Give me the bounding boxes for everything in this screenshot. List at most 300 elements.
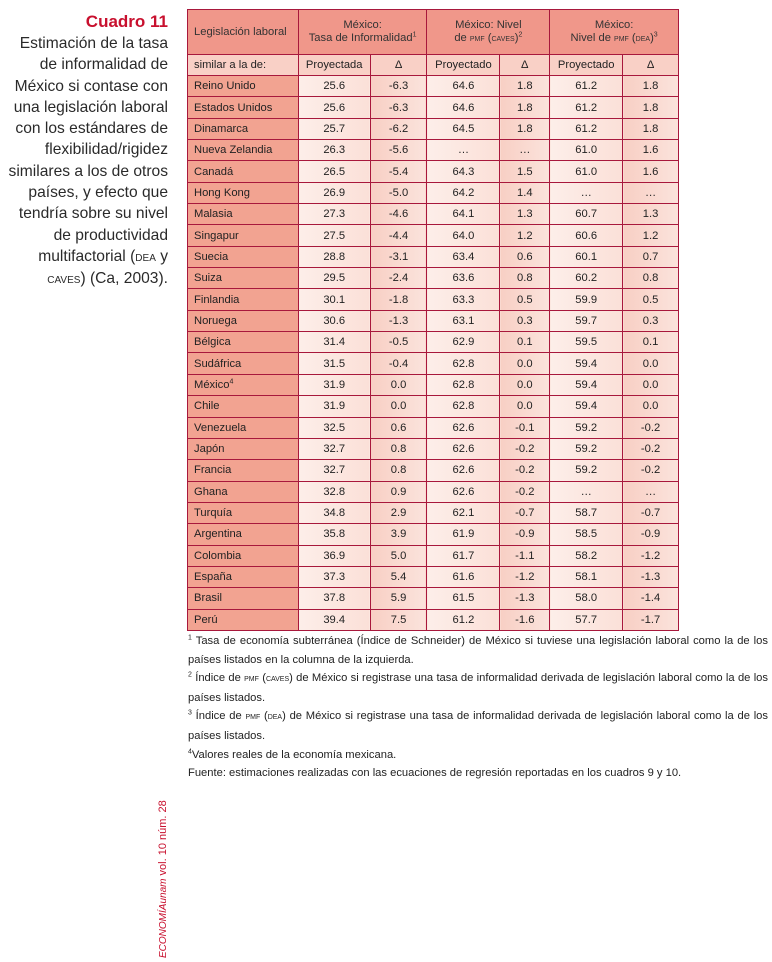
country-name: Noruega: [194, 314, 237, 327]
footnote-number: 3: [188, 709, 192, 717]
pmf-dea-projected-cell: 58.5: [550, 524, 623, 545]
pmf-dea-delta-cell: …: [623, 182, 679, 203]
pmf-caves-projected-cell: 64.6: [427, 97, 500, 118]
pmf-dea-projected-cell: 59.4: [550, 374, 623, 395]
pmf-dea-delta-cell: 1.2: [623, 225, 679, 246]
pmf-dea-projected-cell: 58.1: [550, 566, 623, 587]
subheader-country: similar a la de:: [188, 55, 299, 76]
pmf-caves-delta-cell: -1.3: [500, 588, 550, 609]
table-row: [188, 204, 679, 225]
header-group-informality: [298, 10, 427, 55]
informality-projected-cell: 32.7: [298, 460, 370, 481]
footnote-ref: 1: [412, 31, 417, 39]
country-cell: [188, 396, 299, 417]
informality-delta-cell: -2.4: [370, 268, 427, 289]
header-text: caves: [491, 33, 515, 44]
informality-delta-cell: -6.3: [370, 97, 427, 118]
informality-delta-cell: 0.6: [370, 417, 427, 438]
informality-projected-cell: 26.9: [298, 182, 370, 203]
table-row: [188, 225, 679, 246]
table-row: [188, 76, 679, 97]
country-name: España: [194, 571, 232, 584]
informality-delta-cell: 0.9: [370, 481, 427, 502]
table-body: [188, 76, 679, 631]
subheader-row: [188, 55, 679, 76]
informality-delta-cell: -0.5: [370, 332, 427, 353]
header-text: de: [454, 32, 470, 44]
country-name: México: [194, 378, 230, 391]
table-row: [188, 268, 679, 289]
country-cell: [188, 289, 299, 310]
country-cell: [188, 460, 299, 481]
subheader-delta: Δ: [500, 55, 550, 76]
footnote-number: 1: [188, 634, 192, 642]
informality-delta-cell: -4.6: [370, 204, 427, 225]
country-cell: [188, 374, 299, 395]
pmf-dea-projected-cell: 59.4: [550, 353, 623, 374]
country-cell: [188, 97, 299, 118]
table-row: [188, 502, 679, 523]
pmf-dea-projected-cell: 61.2: [550, 76, 623, 97]
table-row: [188, 289, 679, 310]
pmf-caves-projected-cell: 64.5: [427, 118, 500, 139]
pmf-caves-delta-cell: 1.4: [500, 182, 550, 203]
pmf-dea-projected-cell: 59.5: [550, 332, 623, 353]
header-text: ): [650, 32, 654, 44]
informality-projected-cell: 25.6: [298, 97, 370, 118]
header-text: (: [628, 32, 636, 44]
informality-delta-cell: -5.4: [370, 161, 427, 182]
pmf-caves-projected-cell: 62.8: [427, 374, 500, 395]
pmf-dea-projected-cell: 61.2: [550, 97, 623, 118]
informality-delta-cell: -6.3: [370, 76, 427, 97]
informality-projected-cell: 31.9: [298, 374, 370, 395]
country-cell: [188, 204, 299, 225]
pmf-caves-delta-cell: -0.2: [500, 481, 550, 502]
informality-projected-cell: 32.8: [298, 481, 370, 502]
footnote-ref: 4: [229, 378, 234, 386]
pmf-dea-delta-cell: 0.5: [623, 289, 679, 310]
header-country: Legislación laboral: [188, 10, 299, 55]
pmf-caves-delta-cell: 1.2: [500, 225, 550, 246]
table-row: [188, 460, 679, 481]
table-row: [188, 566, 679, 587]
informality-delta-cell: -0.4: [370, 353, 427, 374]
footnote-ref: 3: [653, 31, 658, 39]
pmf-dea-projected-cell: 60.2: [550, 268, 623, 289]
caption-main: Estimación de la tasa de informalidad de México si contase con una legislación laboral con los estándares de flexibilidad/rigidez similares a los de otros países, y efecto que tendría sobre su nivel de productividad multifactorial (: [8, 35, 168, 265]
header-text: México: Nivel: [455, 19, 522, 31]
table-row: [188, 396, 679, 417]
pmf-dea-projected-cell: 58.7: [550, 502, 623, 523]
pmf-dea-projected-cell: 60.1: [550, 246, 623, 267]
pmf-caves-projected-cell: 62.6: [427, 438, 500, 459]
informality-projected-cell: 27.3: [298, 204, 370, 225]
country-cell: [188, 182, 299, 203]
pmf-dea-projected-cell: 57.7: [550, 609, 623, 630]
informality-projected-cell: 31.5: [298, 353, 370, 374]
pmf-dea-delta-cell: -1.3: [623, 566, 679, 587]
footnote-text: Valores reales de la economía mexicana.: [191, 748, 397, 761]
table-row: [188, 310, 679, 331]
pmf-dea-projected-cell: 59.2: [550, 438, 623, 459]
pmf-caves-delta-cell: -0.1: [500, 417, 550, 438]
pmf-caves-delta-cell: …: [500, 140, 550, 161]
country-cell: [188, 609, 299, 630]
table-row: [188, 332, 679, 353]
country-cell: [188, 118, 299, 139]
pmf-dea-projected-cell: 58.2: [550, 545, 623, 566]
footnotes: [188, 632, 768, 783]
informality-delta-cell: 0.8: [370, 460, 427, 481]
country-cell: [188, 140, 299, 161]
informality-projected-cell: 26.5: [298, 161, 370, 182]
country-name: Francia: [194, 464, 232, 477]
pmf-caves-projected-cell: 62.9: [427, 332, 500, 353]
country-name: Perú: [194, 613, 218, 626]
pmf-caves-delta-cell: -1.1: [500, 545, 550, 566]
pmf-caves-projected-cell: 64.0: [427, 225, 500, 246]
table-row: [188, 545, 679, 566]
country-name: Sudáfrica: [194, 357, 242, 370]
pmf-caves-projected-cell: …: [427, 140, 500, 161]
pmf-dea-delta-cell: …: [623, 481, 679, 502]
pmf-caves-projected-cell: 61.2: [427, 609, 500, 630]
subheader-projected: Proyectada: [298, 55, 370, 76]
pmf-dea-delta-cell: 1.6: [623, 161, 679, 182]
pmf-caves-projected-cell: 62.6: [427, 460, 500, 481]
pmf-caves-delta-cell: -1.2: [500, 566, 550, 587]
country-cell: [188, 545, 299, 566]
data-table: [187, 9, 679, 631]
pmf-dea-delta-cell: 1.3: [623, 204, 679, 225]
informality-delta-cell: -1.3: [370, 310, 427, 331]
journal-issue: vol. 10 núm. 28: [157, 800, 169, 879]
informality-delta-cell: 7.5: [370, 609, 427, 630]
table-row: [188, 97, 679, 118]
pmf-caves-delta-cell: -0.7: [500, 502, 550, 523]
pmf-caves-projected-cell: 62.6: [427, 417, 500, 438]
footnote-3: [188, 707, 768, 745]
table-row: [188, 246, 679, 267]
subheader-delta: Δ: [370, 55, 427, 76]
informality-projected-cell: 25.7: [298, 118, 370, 139]
table-row: [188, 524, 679, 545]
table-caption: [0, 12, 168, 291]
table-row: [188, 438, 679, 459]
country-cell: [188, 502, 299, 523]
informality-projected-cell: 37.3: [298, 566, 370, 587]
informality-delta-cell: 0.0: [370, 396, 427, 417]
pmf-dea-delta-cell: 1.8: [623, 97, 679, 118]
pmf-dea-delta-cell: 0.7: [623, 246, 679, 267]
country-name: Argentina: [194, 528, 242, 541]
table-row: [188, 481, 679, 502]
country-name: Singapur: [194, 229, 239, 242]
country-cell: [188, 225, 299, 246]
pmf-caves-delta-cell: 0.6: [500, 246, 550, 267]
footnote-1: [188, 632, 768, 669]
pmf-dea-projected-cell: …: [550, 481, 623, 502]
pmf-dea-delta-cell: -1.4: [623, 588, 679, 609]
pmf-caves-projected-cell: 64.1: [427, 204, 500, 225]
table-row: [188, 161, 679, 182]
informality-projected-cell: 36.9: [298, 545, 370, 566]
pmf-caves-delta-cell: 0.8: [500, 268, 550, 289]
pmf-caves-projected-cell: 63.1: [427, 310, 500, 331]
pmf-caves-projected-cell: 61.5: [427, 588, 500, 609]
informality-projected-cell: 34.8: [298, 502, 370, 523]
country-name: Canadá: [194, 165, 234, 178]
pmf-dea-delta-cell: 0.8: [623, 268, 679, 289]
pmf-dea-projected-cell: …: [550, 182, 623, 203]
country-cell: [188, 332, 299, 353]
footnote-4: [188, 746, 768, 765]
pmf-caves-projected-cell: 63.6: [427, 268, 500, 289]
country-name: Chile: [194, 400, 220, 413]
country-name: Dinamarca: [194, 122, 249, 135]
pmf-caves-delta-cell: -0.9: [500, 524, 550, 545]
footnote-text: Índice de: [191, 672, 245, 685]
informality-projected-cell: 25.6: [298, 76, 370, 97]
pmf-dea-delta-cell: -0.2: [623, 438, 679, 459]
informality-projected-cell: 31.9: [298, 396, 370, 417]
pmf-dea-projected-cell: 59.9: [550, 289, 623, 310]
informality-projected-cell: 32.5: [298, 417, 370, 438]
pmf-caves-delta-cell: 0.0: [500, 396, 550, 417]
informality-projected-cell: 30.1: [298, 289, 370, 310]
header-group-pmf-dea: [550, 10, 679, 55]
pmf-dea-delta-cell: -0.2: [623, 417, 679, 438]
informality-projected-cell: 37.8: [298, 588, 370, 609]
pmf-caves-projected-cell: 63.3: [427, 289, 500, 310]
header-row: [188, 10, 679, 55]
pmf-dea-projected-cell: 61.0: [550, 161, 623, 182]
country-cell: [188, 417, 299, 438]
footnote-ref: 2: [518, 31, 523, 39]
pmf-dea-delta-cell: -1.7: [623, 609, 679, 630]
pmf-caves-delta-cell: -0.2: [500, 438, 550, 459]
pmf-caves-delta-cell: 0.0: [500, 374, 550, 395]
footnote-number: 4: [188, 747, 192, 755]
country-name: Turquía: [194, 507, 233, 520]
informality-delta-cell: -1.8: [370, 289, 427, 310]
pmf-dea-projected-cell: 60.7: [550, 204, 623, 225]
country-name: Suiza: [194, 272, 222, 285]
informality-projected-cell: 31.4: [298, 332, 370, 353]
header-text: ): [514, 32, 519, 44]
footnote-text: caves: [265, 673, 290, 685]
pmf-caves-projected-cell: 61.9: [427, 524, 500, 545]
informality-projected-cell: 39.4: [298, 609, 370, 630]
pmf-caves-delta-cell: 0.3: [500, 310, 550, 331]
footnote-text: (: [258, 672, 266, 685]
pmf-dea-delta-cell: -0.7: [623, 502, 679, 523]
pmf-dea-projected-cell: 59.2: [550, 417, 623, 438]
pmf-caves-projected-cell: 64.6: [427, 76, 500, 97]
country-name: Nueva Zelandia: [194, 144, 273, 157]
country-cell: [188, 588, 299, 609]
table-row: [188, 588, 679, 609]
country-cell: [188, 76, 299, 97]
informality-delta-cell: -4.4: [370, 225, 427, 246]
country-cell: [188, 161, 299, 182]
pmf-caves-delta-cell: 1.8: [500, 76, 550, 97]
table-row: [188, 353, 679, 374]
informality-delta-cell: 3.9: [370, 524, 427, 545]
informality-delta-cell: 0.0: [370, 374, 427, 395]
pmf-caves-delta-cell: 0.5: [500, 289, 550, 310]
country-cell: [188, 438, 299, 459]
pmf-caves-projected-cell: 64.2: [427, 182, 500, 203]
header-group-pmf-caves: [427, 10, 550, 55]
header-text: pmf: [469, 33, 485, 44]
footnote-text: pmf: [244, 673, 259, 685]
pmf-dea-projected-cell: 61.2: [550, 118, 623, 139]
country-cell: [188, 246, 299, 267]
pmf-dea-projected-cell: 61.0: [550, 140, 623, 161]
pmf-caves-delta-cell: 1.8: [500, 97, 550, 118]
table-row: [188, 182, 679, 203]
country-name: Bélgica: [194, 336, 231, 349]
pmf-caves-projected-cell: 62.8: [427, 353, 500, 374]
footnote-text: ) de México si registrase una tasa de informalidad derivada de legislación laboral como la de los países listados.: [188, 710, 768, 742]
running-head: [157, 800, 169, 958]
caption-caves: caves: [47, 271, 81, 288]
table-row: [188, 374, 679, 395]
journal-brand: ECONOMÍAunam: [158, 878, 169, 958]
pmf-dea-projected-cell: 59.7: [550, 310, 623, 331]
informality-projected-cell: 35.8: [298, 524, 370, 545]
informality-projected-cell: 27.5: [298, 225, 370, 246]
informality-delta-cell: -5.0: [370, 182, 427, 203]
footnote-text: dea: [267, 711, 283, 723]
country-cell: [188, 481, 299, 502]
country-name: Hong Kong: [194, 186, 250, 199]
informality-delta-cell: 2.9: [370, 502, 427, 523]
informality-delta-cell: -5.6: [370, 140, 427, 161]
source-note: Fuente: estimaciones realizadas con las ecuaciones de regresión reportadas en los cuadros 9 y 10.: [188, 767, 682, 780]
pmf-dea-delta-cell: 0.3: [623, 310, 679, 331]
informality-delta-cell: -6.2: [370, 118, 427, 139]
country-name: Brasil: [194, 592, 222, 605]
pmf-caves-delta-cell: 0.0: [500, 353, 550, 374]
header-text: México:: [594, 19, 634, 31]
caption-dea: dea: [135, 248, 156, 265]
country-name: Venezuela: [194, 421, 247, 434]
country-cell: [188, 566, 299, 587]
country-name: Finlandia: [194, 293, 240, 306]
informality-projected-cell: 30.6: [298, 310, 370, 331]
header-text: pmf: [614, 33, 629, 44]
footnote-text: ) de México si registrase una tasa de informalidad derivada de legislación laboral como la de los países listados.: [188, 672, 768, 704]
pmf-dea-projected-cell: 59.2: [550, 460, 623, 481]
header-text: Tasa de Informalidad: [308, 32, 413, 44]
country-cell: [188, 268, 299, 289]
country-cell: [188, 310, 299, 331]
pmf-caves-delta-cell: -0.2: [500, 460, 550, 481]
caption-text: [0, 33, 168, 291]
footnote-text: Índice de: [191, 710, 246, 723]
pmf-caves-delta-cell: 1.3: [500, 204, 550, 225]
informality-delta-cell: 5.4: [370, 566, 427, 587]
footnote-2: [188, 669, 768, 707]
subheader-projected: Proyectado: [427, 55, 500, 76]
pmf-dea-delta-cell: 1.8: [623, 118, 679, 139]
informality-delta-cell: 5.9: [370, 588, 427, 609]
pmf-dea-delta-cell: 0.1: [623, 332, 679, 353]
pmf-caves-projected-cell: 62.1: [427, 502, 500, 523]
caption-tail: ) (Ca, 2003).: [80, 270, 168, 288]
table-row: [188, 417, 679, 438]
pmf-dea-delta-cell: -0.2: [623, 460, 679, 481]
table-row: [188, 609, 679, 630]
pmf-caves-projected-cell: 62.8: [427, 396, 500, 417]
table-row: [188, 118, 679, 139]
country-name: Ghana: [194, 485, 228, 498]
informality-projected-cell: 26.3: [298, 140, 370, 161]
informality-projected-cell: 32.7: [298, 438, 370, 459]
pmf-caves-delta-cell: 0.1: [500, 332, 550, 353]
country-name: Reino Unido: [194, 80, 256, 93]
footnote-text: pmf: [245, 711, 261, 723]
footnote-text: Tasa de economía subterránea (Índice de Schneider) de México si tuviese una legislación laboral como la de los países listados en la columna de la izquierda.: [188, 635, 768, 666]
subheader-delta: Δ: [623, 55, 679, 76]
pmf-dea-delta-cell: 0.0: [623, 353, 679, 374]
pmf-caves-projected-cell: 62.6: [427, 481, 500, 502]
pmf-caves-delta-cell: -1.6: [500, 609, 550, 630]
pmf-caves-delta-cell: 1.5: [500, 161, 550, 182]
informality-projected-cell: 29.5: [298, 268, 370, 289]
pmf-caves-projected-cell: 63.4: [427, 246, 500, 267]
pmf-caves-projected-cell: 61.7: [427, 545, 500, 566]
pmf-caves-projected-cell: 64.3: [427, 161, 500, 182]
informality-delta-cell: 5.0: [370, 545, 427, 566]
pmf-caves-delta-cell: 1.8: [500, 118, 550, 139]
pmf-dea-delta-cell: 1.6: [623, 140, 679, 161]
country-name: Japón: [194, 443, 225, 456]
pmf-dea-delta-cell: 0.0: [623, 396, 679, 417]
pmf-dea-delta-cell: -0.9: [623, 524, 679, 545]
pmf-dea-projected-cell: 58.0: [550, 588, 623, 609]
country-name: Estados Unidos: [194, 101, 273, 114]
pmf-caves-projected-cell: 61.6: [427, 566, 500, 587]
informality-projected-cell: 28.8: [298, 246, 370, 267]
pmf-dea-projected-cell: 60.6: [550, 225, 623, 246]
subheader-projected: Proyectado: [550, 55, 623, 76]
footnote-text: (: [260, 710, 268, 723]
informality-delta-cell: -3.1: [370, 246, 427, 267]
country-cell: [188, 353, 299, 374]
header-text: (: [484, 32, 492, 44]
informality-delta-cell: 0.8: [370, 438, 427, 459]
table-row: [188, 140, 679, 161]
header-text: México:: [343, 19, 382, 31]
country-cell: [188, 524, 299, 545]
header-text: dea: [635, 33, 651, 44]
caption-and: y: [155, 247, 168, 265]
country-name: Colombia: [194, 549, 242, 562]
pmf-dea-delta-cell: 1.8: [623, 76, 679, 97]
pmf-dea-projected-cell: 59.4: [550, 396, 623, 417]
caption-title: Cuadro 11: [85, 12, 168, 31]
country-name: Malasia: [194, 208, 233, 221]
pmf-dea-delta-cell: -1.2: [623, 545, 679, 566]
pmf-dea-delta-cell: 0.0: [623, 374, 679, 395]
header-text: Nivel de: [570, 32, 615, 44]
footnote-number: 2: [188, 671, 192, 679]
country-name: Suecia: [194, 250, 229, 263]
